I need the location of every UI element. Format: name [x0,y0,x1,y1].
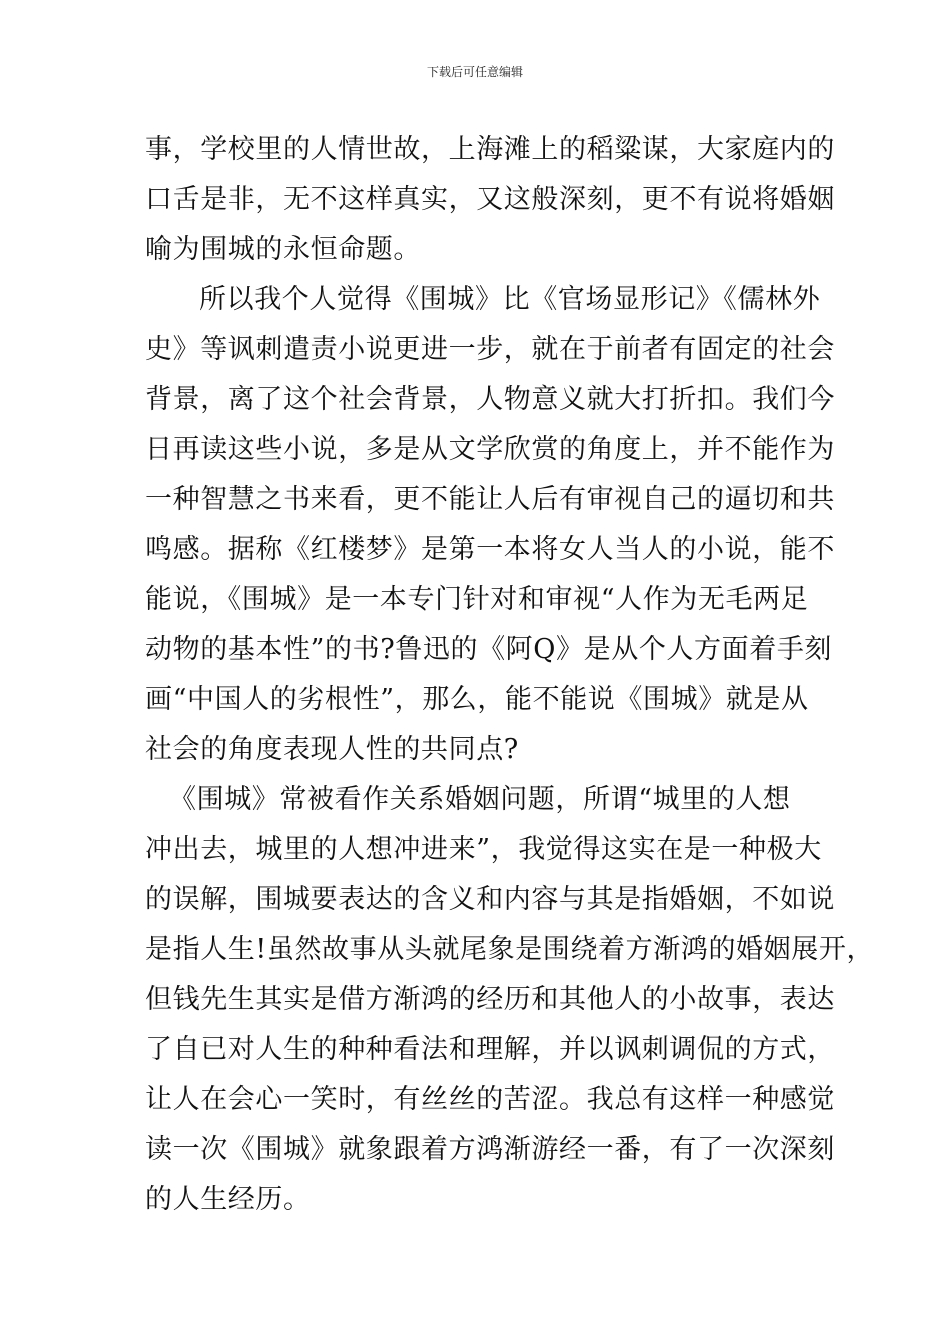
text-line: 动物的基本性”的书?鲁迅的《阿Q》是从个人方面着手刻 [145,634,833,665]
text-line: 事，学校里的人情世故，上海滩上的稻粱谋，大家庭内的 [145,134,835,165]
text-line: 让人在会心一笑时，有丝丝的苦涩。我总有这样一种感觉 [145,1084,835,1115]
text-line: 史》等讽刺遣责小说更进一步，就在于前者有固定的社会 [145,334,835,365]
text-line: 日再读这些小说，多是从文学欣赏的角度上，并不能作为 [145,434,835,465]
text-line: 背景，离了这个社会背景，人物意义就大打折扣。我们今 [145,384,835,415]
document-body [145,125,875,1225]
text-line: 是指人生!虽然故事从头就尾象是围绕着方渐鸿的婚姻展开， [145,934,875,965]
text-line: 冲出去，城里的人想冲进来”，我觉得这实在是一种极大 [145,834,822,865]
text-line: 读一次《围城》就象跟着方鸿渐游经一番，有了一次深刻 [145,1134,835,1165]
text-line: 的人生经历。 [145,1184,311,1215]
text-line: 社会的角度表现人性的共同点? [145,734,519,765]
text-line: 鸣感。据称《红楼梦》是第一本将女人当人的小说，能不 [145,534,835,565]
page-header: 下载后可任意编辑 [426,65,523,79]
paragraph-start-line: 所以我个人觉得《围城》比《官场显形记》《儒林外 [199,284,821,315]
text-line: 的误解，围城要表达的含义和内容与其是指婚姻，不如说 [145,884,835,915]
text-line: 能说，《围城》是一本专门针对和审视“人作为无毛两足 [145,584,809,615]
paragraph-start-line: 《围城》常被看作关系婚姻问题，所谓“城里的人想 [169,784,791,815]
text-line: 喻为围城的永恒命题。 [145,234,421,265]
text-line: 画“中国人的劣根性”，那么，能不能说《围城》就是从 [145,684,809,715]
text-line: 口舌是非，无不这样真实，又这般深刻，更不有说将婚姻 [145,184,835,215]
text-line: 了自已对人生的种种看法和理解，并以讽刺调侃的方式， [145,1034,835,1065]
text-line: 一种智慧之书来看，更不能让人后有审视自己的逼切和共 [145,484,835,515]
text-line: 但钱先生其实是借方渐鸿的经历和其他人的小故事，表达 [145,984,835,1015]
